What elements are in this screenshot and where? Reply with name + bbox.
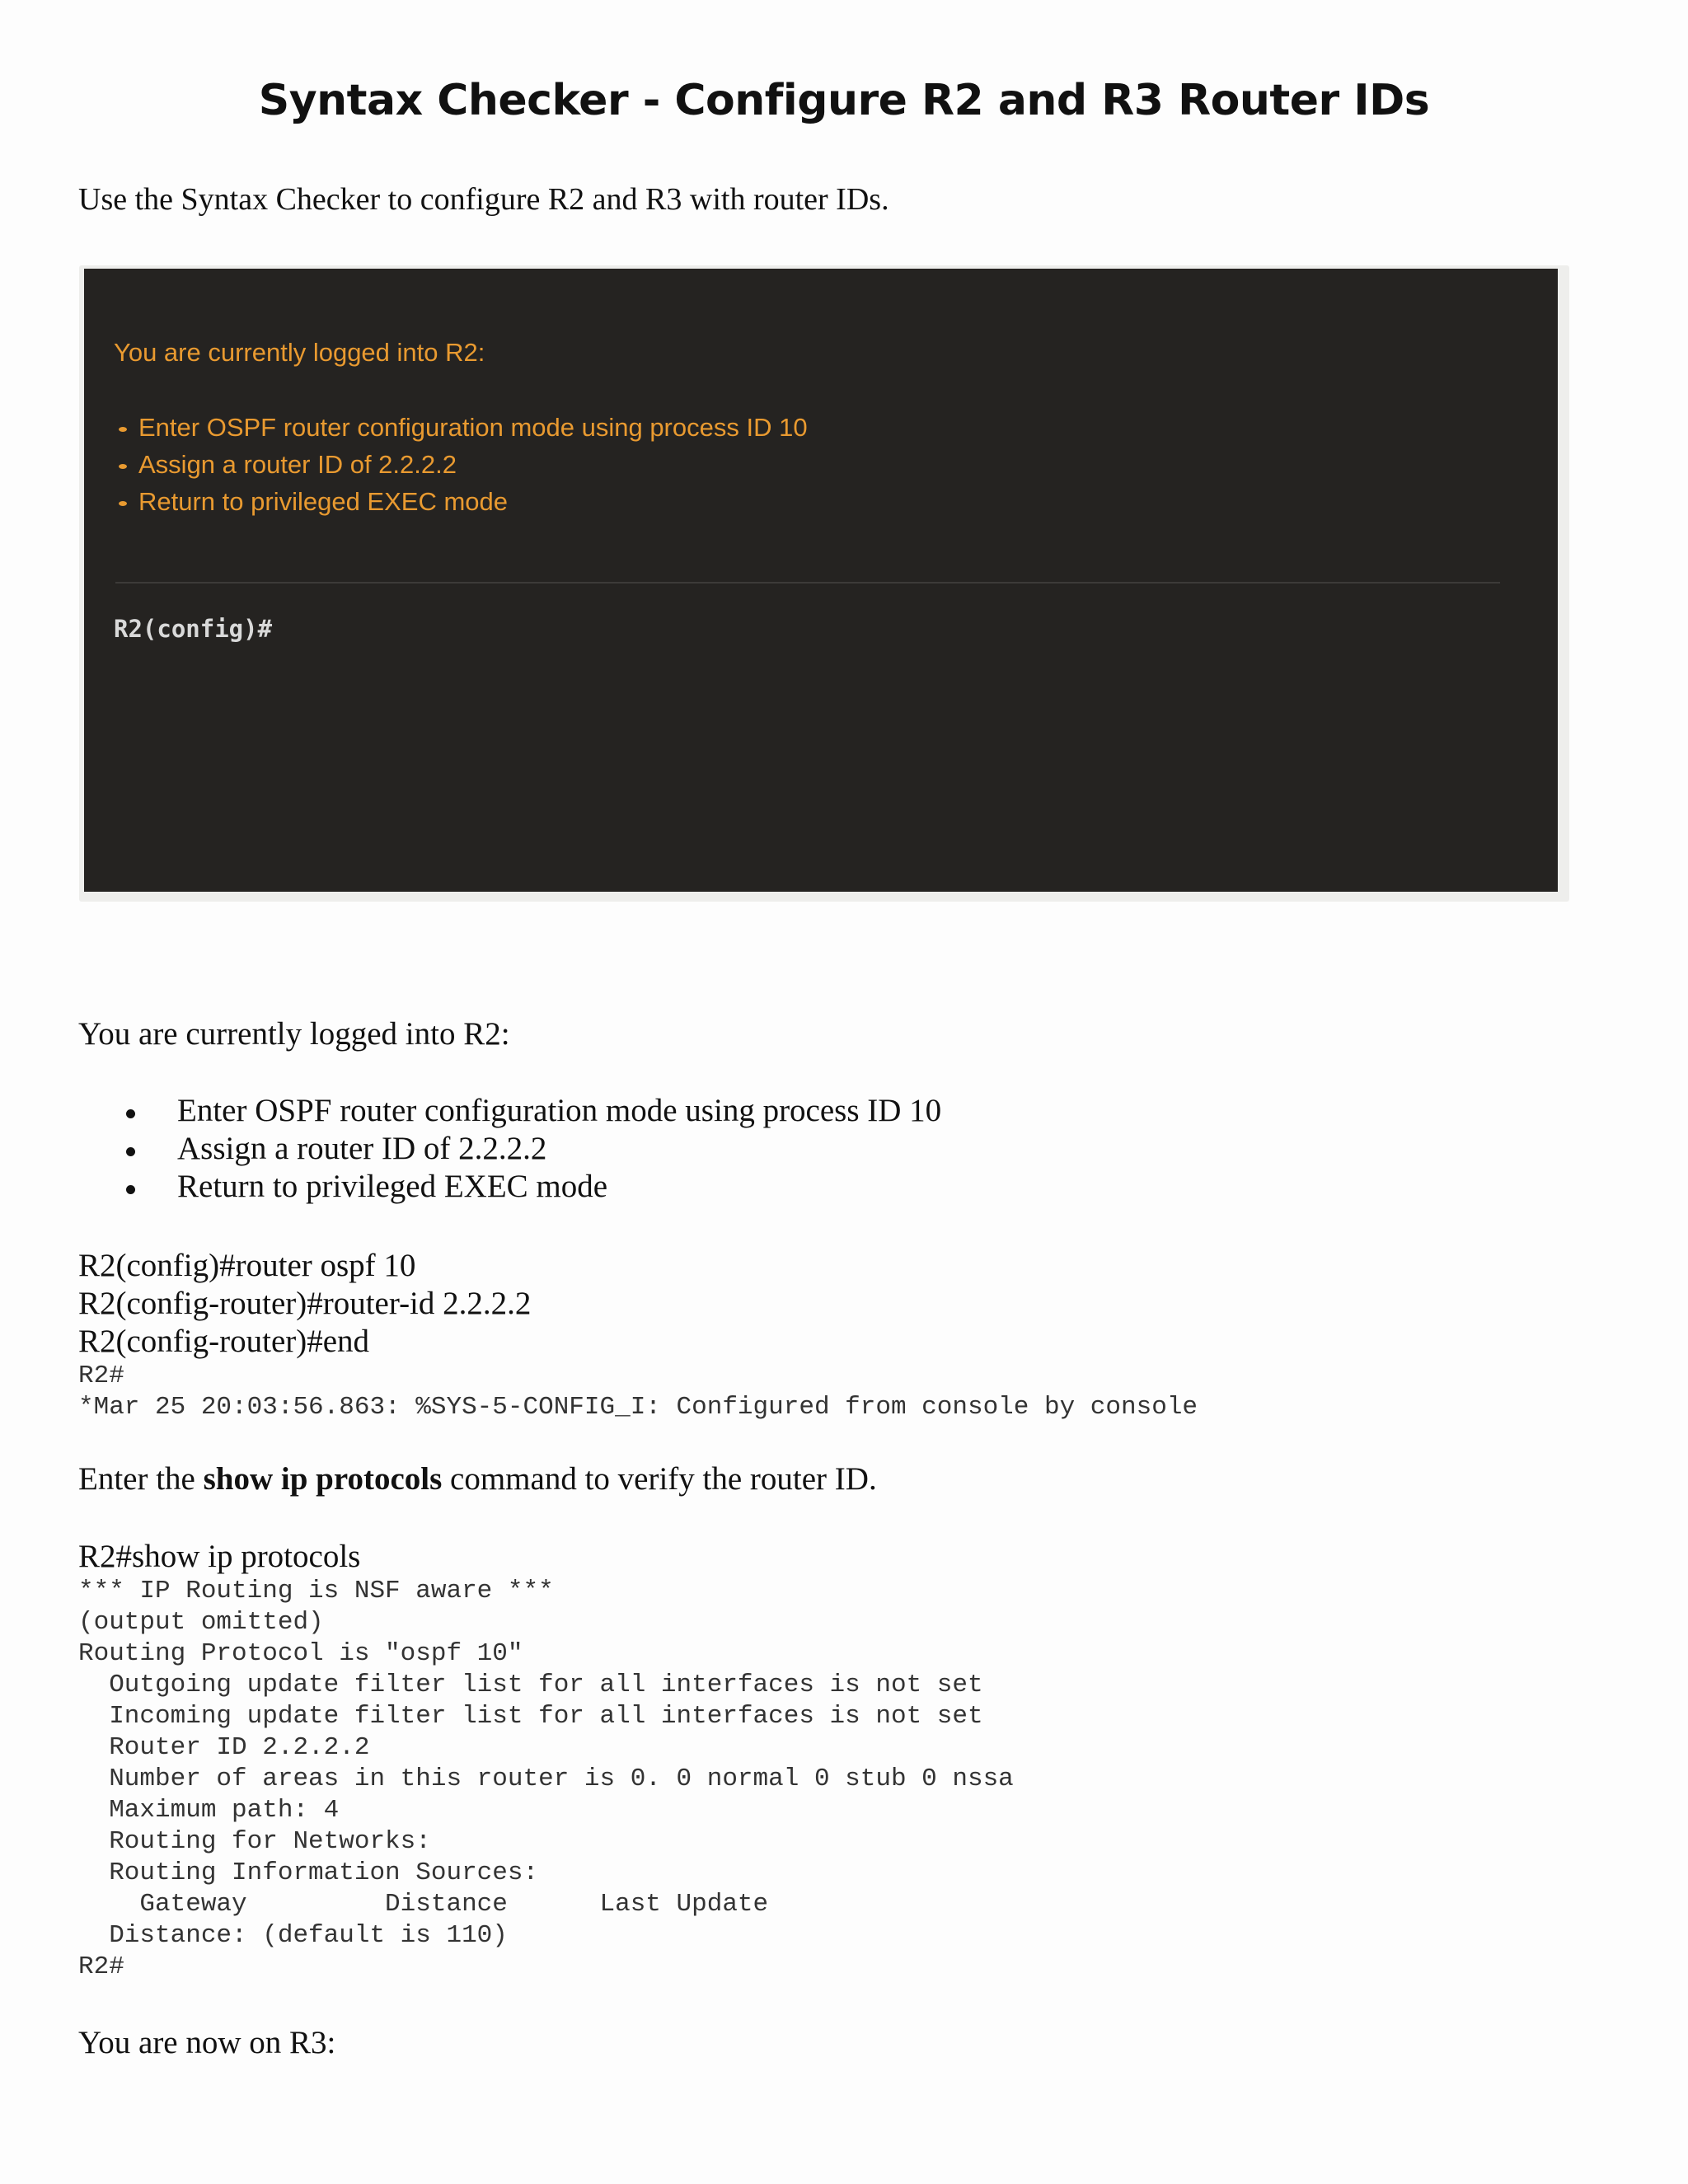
command-line: R2(config)#router ospf 10 xyxy=(78,1248,416,1283)
output-line: Router ID 2.2.2.2 xyxy=(78,1733,370,1762)
output-line: Incoming update filter list for all interfaces is not set xyxy=(78,1702,983,1731)
task-item: Enter OSPF router configuration mode using process ID 10 xyxy=(78,1092,941,1130)
bullet-icon xyxy=(78,1168,177,1206)
terminal-task-item: Assign a router ID of 2.2.2.2 xyxy=(114,446,808,483)
verify-instruction: Enter the show ip protocols command to verify the router ID. xyxy=(78,1461,877,1497)
output-line: (output omitted) xyxy=(78,1608,324,1637)
terminal-task-item: Enter OSPF router configuration mode using process ID 10 xyxy=(114,409,808,446)
command-line: R2(config-router)#router-id 2.2.2.2 xyxy=(78,1286,532,1321)
bullet-icon xyxy=(119,464,127,469)
output-line: R2# xyxy=(78,1952,124,1981)
bullet-icon xyxy=(119,427,127,432)
verify-command: show ip protocols xyxy=(203,1461,443,1497)
output-line: Distance: (default is 110) xyxy=(78,1921,508,1950)
terminal-task-list xyxy=(114,409,808,520)
output-line: Number of areas in this router is 0. 0 normal 0 stub 0 nssa xyxy=(78,1765,1014,1793)
bullet-icon xyxy=(119,501,127,506)
output-line: Gateway Distance Last Update xyxy=(78,1890,769,1919)
bullet-icon xyxy=(78,1092,177,1130)
intro-text: Use the Syntax Checker to configure R2 and R3 with router IDs. xyxy=(78,182,889,217)
syntax-checker-screenshot xyxy=(79,265,1569,902)
terminal-task-item: Return to privileged EXEC mode xyxy=(114,483,808,520)
output-line: *Mar 25 20:03:56.863: %SYS-5-CONFIG_I: Configured from console by console xyxy=(78,1393,1198,1422)
terminal-divider xyxy=(115,582,1500,583)
page-title: Syntax Checker - Configure R2 and R3 Router IDs xyxy=(258,76,1430,125)
terminal-panel[interactable] xyxy=(84,269,1558,892)
output-line: Routing Information Sources: xyxy=(78,1858,539,1887)
output-line: Routing Protocol is "ospf 10" xyxy=(78,1639,523,1668)
task-item: Assign a router ID of 2.2.2.2 xyxy=(78,1130,941,1168)
output-line: Outgoing update filter list for all interfaces is not set xyxy=(78,1671,983,1699)
task-item: Return to privileged EXEC mode xyxy=(78,1168,941,1206)
terminal-heading: You are currently logged into R2: xyxy=(114,338,485,367)
command-line: R2#show ip protocols xyxy=(78,1539,361,1574)
output-line: Routing for Networks: xyxy=(78,1827,431,1856)
section-heading-r3: You are now on R3: xyxy=(78,2025,336,2060)
config-commands xyxy=(78,1247,531,1361)
config-output xyxy=(78,1361,1198,1423)
bullet-icon xyxy=(78,1130,177,1168)
show-command xyxy=(78,1538,360,1576)
show-output xyxy=(78,1576,1014,1983)
command-line: R2(config-router)#end xyxy=(78,1324,370,1359)
output-line: *** IP Routing is NSF aware *** xyxy=(78,1577,554,1605)
task-list xyxy=(78,1092,941,1206)
output-line: R2# xyxy=(78,1361,124,1390)
output-line: Maximum path: 4 xyxy=(78,1796,340,1825)
section-heading-r2: You are currently logged into R2: xyxy=(78,1016,510,1052)
terminal-prompt[interactable]: R2(config)# xyxy=(114,615,273,643)
